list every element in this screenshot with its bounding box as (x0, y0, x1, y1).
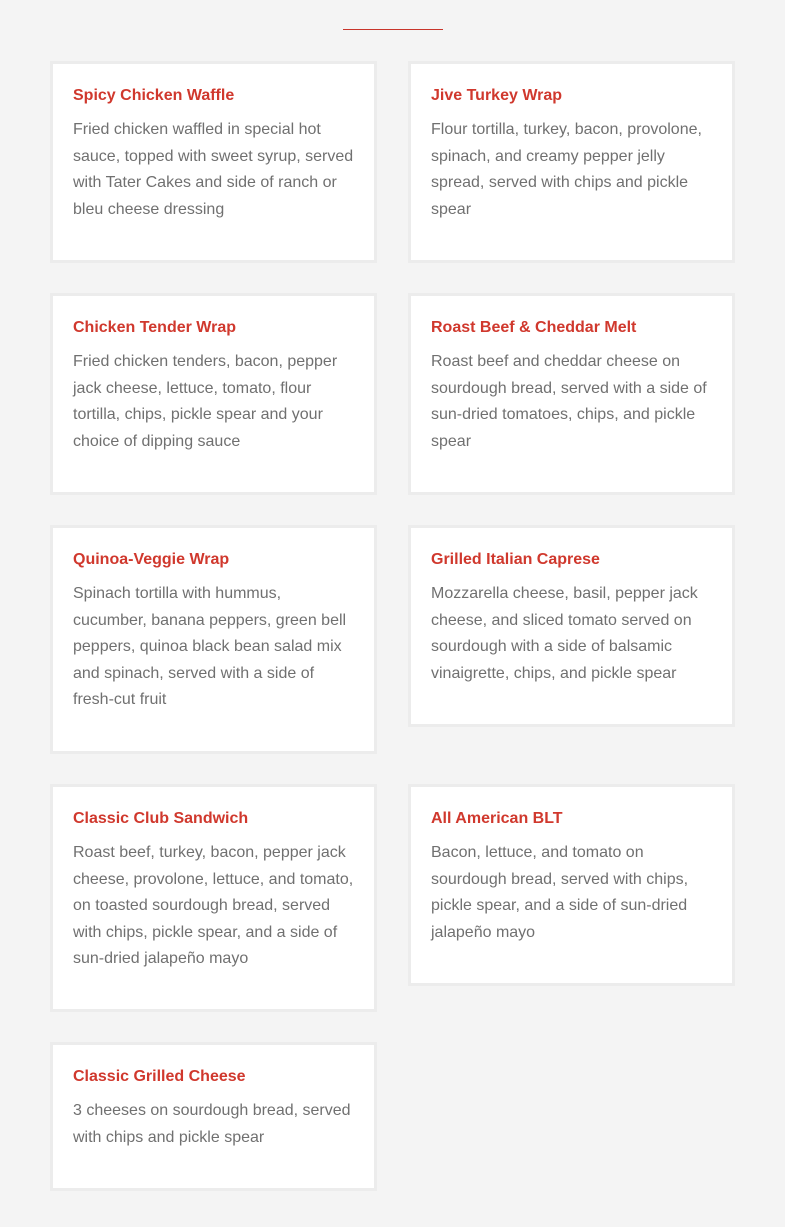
menu-item-description: Roast beef and cheddar cheese on sourdough bread, served with a side of sun-dried tomatoes, chips, and pickle spear (431, 353, 707, 450)
menu-item-title: Grilled Italian Caprese (431, 551, 600, 568)
menu-item-title: Classic Grilled Cheese (73, 1068, 246, 1085)
menu-item-card (408, 525, 735, 727)
menu-item-card (408, 784, 735, 986)
menu-item-title: Chicken Tender Wrap (73, 319, 236, 336)
menu-item-card (408, 293, 735, 495)
menu-item-title: All American BLT (431, 810, 563, 827)
menu-item-title: Spicy Chicken Waffle (73, 87, 235, 104)
menu-item-title: Classic Club Sandwich (73, 810, 249, 827)
menu-item-description: Fried chicken waffled in special hot sauce, topped with sweet syrup, served with Tater Cakes and side of ranch or bleu cheese dressing (73, 121, 354, 218)
menu-item-description: Spinach tortilla with hummus, cucumber, banana peppers, green bell peppers, quinoa black bean salad mix and spinach, served with a side of fresh-cut fruit (73, 585, 347, 708)
menu-item-title: Quinoa-Veggie Wrap (73, 551, 230, 568)
menu-item-description: Roast beef, turkey, bacon, pepper jack cheese, provolone, lettuce, and tomato, on toasted sourdough bread, served with chips, pickle spear, and a side of sun-dried jalapeño mayo (73, 844, 354, 967)
menu-item-description: Mozzarella cheese, basil, pepper jack cheese, and sliced tomato served on sourdough with a side of balsamic vinaigrette, chips, and pickle spear (431, 585, 698, 682)
section-divider (343, 29, 443, 30)
menu-item-title: Jive Turkey Wrap (431, 87, 563, 104)
menu-item-card (50, 784, 377, 1012)
menu-item-description: Bacon, lettuce, and tomato on sourdough bread, served with chips, pickle spear, and a side of sun-dried jalapeño mayo (431, 844, 689, 941)
menu-item-description: 3 cheeses on sourdough bread, served with chips and pickle spear (73, 1102, 351, 1146)
menu-item-description: Flour tortilla, turkey, bacon, provolone, spinach, and creamy pepper jelly spread, served with chips and pickle spear (431, 121, 702, 218)
menu-item-card (50, 61, 377, 263)
menu-item-card (50, 525, 377, 754)
menu-item-card (408, 61, 735, 263)
menu-item-description: Fried chicken tenders, bacon, pepper jack cheese, lettuce, tomato, flour tortilla, chips, pickle spear and your choice of dipping sauce (73, 353, 338, 450)
menu-item-card (50, 293, 377, 495)
menu-item-title: Roast Beef & Cheddar Melt (431, 319, 637, 336)
menu-item-card (50, 1042, 377, 1191)
